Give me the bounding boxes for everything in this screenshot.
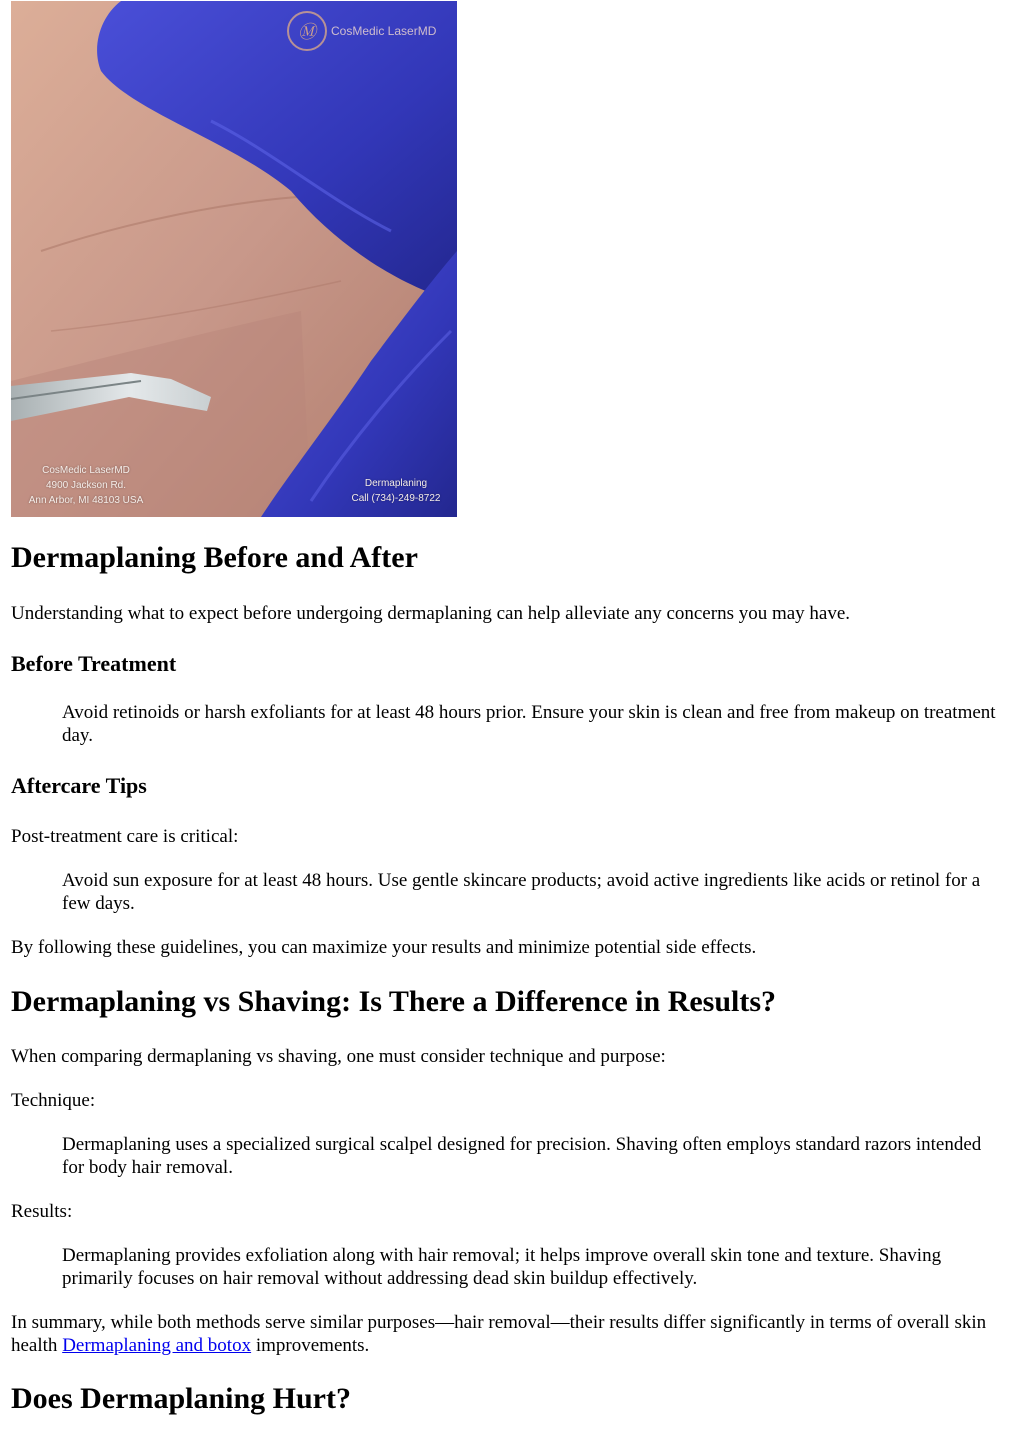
caption-line: CosMedic LaserMD — [42, 465, 130, 476]
dermaplaning-botox-link[interactable]: Dermaplaning and botox — [62, 1335, 252, 1356]
dermaplaning-photo — [11, 1, 457, 517]
vs-shaving-intro: When comparing dermaplaning vs shaving, one must consider technique and purpose: — [11, 1046, 666, 1067]
technique-text: Dermaplaning uses a specialized surgical scalpel designed for precision. Shaving often employs standard razors intended for body hair removal. — [62, 1134, 982, 1178]
caption-line: Call (734)-249-8722 — [351, 493, 441, 504]
vs-shaving-summary — [11, 1311, 1006, 1357]
summary-text-end: improvements. — [251, 1335, 370, 1356]
heading-does-it-hurt: Does Dermaplaning Hurt? — [11, 1382, 351, 1415]
article — [11, 0, 1006, 1415]
summary-text: In summary, while both methods serve similar purposes—hair removal—their results differ significantly in terms of overall skin health — [11, 1312, 987, 1356]
clinic-phone-caption — [341, 476, 451, 506]
heading-vs-shaving: Dermaplaning vs Shaving: Is There a Difference in Results? — [11, 985, 777, 1018]
clinic-address-caption — [21, 463, 151, 508]
before-after-intro: Understanding what to expect before undergoing dermaplaning can help alleviate any concerns you may have. — [11, 603, 851, 624]
caption-line: Dermaplaning — [364, 478, 428, 489]
heading-before-treatment: Before Treatment — [11, 651, 177, 676]
logo-text: CosMedic LaserMD — [331, 24, 437, 38]
aftercare-text: Avoid sun exposure for at least 48 hours. Use gentle skincare products; avoid active ingredients like acids or retinol for a few days. — [62, 870, 981, 914]
caption-line: Ann Arbor, MI 48103 USA — [28, 495, 144, 506]
caption-line: 4900 Jackson Rd. — [45, 480, 127, 491]
technique-label: Technique: — [11, 1090, 96, 1111]
results-text: Dermaplaning provides exfoliation along with hair removal; it helps improve overall skin tone and texture. Shaving primarily focuses on hair removal without addressing dead skin buildup effectively. — [62, 1245, 942, 1289]
photo-illustration — [11, 1, 457, 517]
logo-mark-icon: Ⓜ — [287, 11, 327, 51]
before-after-closing: By following these guidelines, you can maximize your results and minimize potential side effects. — [11, 937, 757, 958]
before-treatment-text: Avoid retinoids or harsh exfoliants for at least 48 hours prior. Ensure your skin is clean and free from makeup on treatment day. — [62, 702, 996, 746]
aftercare-intro: Post-treatment care is critical: — [11, 826, 239, 847]
clinic-logo — [287, 11, 436, 51]
results-label: Results: — [11, 1201, 73, 1222]
heading-aftercare: Aftercare Tips — [11, 773, 147, 798]
heading-before-after: Dermaplaning Before and After — [11, 541, 418, 574]
